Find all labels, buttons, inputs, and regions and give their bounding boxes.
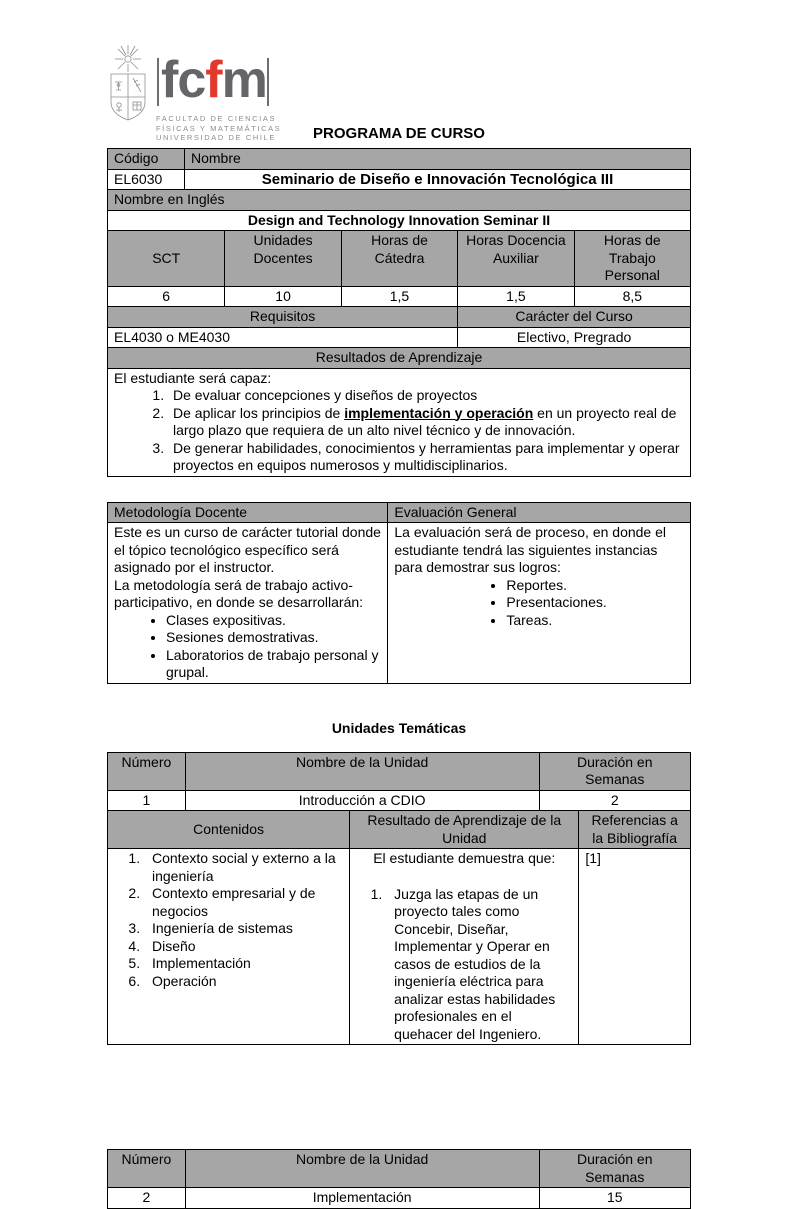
resultados-body: [108, 368, 690, 476]
horas-docencia-header: Horas Docencia Auxiliar: [457, 230, 573, 286]
contenido-item: 1. Contexto social y externo a la ingeniería: [144, 850, 343, 885]
caracter-value: Electivo, Pregrado: [457, 327, 690, 348]
metodologia-paragraph: La metodología será de trabajo activo-participativo, en donde se desarrollarán:: [114, 576, 364, 610]
wordmark-right-bar: [267, 58, 269, 106]
evaluacion-header: Evaluación General: [387, 503, 690, 523]
unidades-docentes-header: Unidades Docentes: [224, 230, 340, 286]
metodologia-paragraph: Este es un curso de carácter tutorial donde el tópico tecnológico específico será asignado por el instructor.: [114, 524, 381, 575]
course-info-table: [107, 148, 691, 477]
fcfm-wordmark: [156, 44, 281, 143]
methodology-evaluation-table: [107, 502, 691, 684]
metodologia-item: • Laboratorios de trabajo personal y grupal.: [166, 647, 381, 682]
faculty-line: FACULTAD DE CIENCIAS: [156, 114, 277, 123]
faculty-line: FÍSICAS Y MATEMÁTICAS: [156, 123, 282, 133]
nombre-unidad-header: Nombre de la Unidad: [185, 1150, 539, 1187]
table-row: [108, 210, 690, 231]
wordmark-letter-accent: f: [205, 51, 220, 109]
evaluacion-body: [387, 522, 690, 683]
unidad-2-table: [107, 1149, 691, 1209]
numero-header: Número: [108, 1150, 185, 1187]
table-row: [108, 810, 690, 848]
duracion-header: Duración en Semanas: [539, 1150, 690, 1187]
numero-value: 1: [108, 790, 185, 811]
sct-header: SCT: [108, 230, 224, 286]
item-text: en un proyecto real de largo plazo que requiera de un alto nivel técnico y de innovación.: [173, 404, 677, 438]
table-row: [108, 286, 690, 307]
resultado-item: [168, 440, 684, 475]
horas-trabajo-header: Horas de Trabajo Personal: [574, 230, 690, 286]
university-crest-icon: [107, 44, 149, 130]
contenidos-list: [114, 850, 343, 990]
duracion-header: Duración en Semanas: [539, 753, 690, 790]
numero-header: Número: [108, 753, 185, 790]
resultados-list: [114, 387, 684, 475]
table-row: [108, 327, 690, 348]
table-row: [108, 347, 690, 368]
faculty-line: UNIVERSIDAD DE CHILE: [156, 133, 276, 142]
numero-value: 2: [108, 1187, 185, 1208]
table-row: [108, 189, 690, 210]
wordmark-letter: m: [221, 51, 265, 109]
table-row: [108, 848, 690, 1044]
referencias-value: [1]: [578, 848, 690, 1044]
caracter-header: Carácter del Curso: [457, 306, 690, 327]
metodologia-item: • Sesiones demostrativas.: [166, 629, 381, 647]
resultado-unidad-header: Resultado de Aprendizaje de la Unidad: [349, 810, 578, 848]
codigo-value: EL6030: [108, 169, 184, 190]
unidades-docentes-value: 10: [224, 286, 340, 307]
requisitos-header: Requisitos: [108, 306, 457, 327]
requisitos-value: EL4030 o ME4030: [108, 327, 457, 348]
contenidos-body: [108, 848, 349, 1044]
metodologia-list: [114, 612, 381, 682]
item-text: De aplicar los principios de: [173, 404, 345, 421]
horas-catedra-header: Horas de Cátedra: [341, 230, 457, 286]
contenido-item: 3. Ingeniería de sistemas: [144, 920, 343, 938]
course-name: Seminario de Diseño e Innovación Tecnológica III: [184, 169, 690, 190]
table-row: [108, 790, 690, 811]
resultados-intro: El estudiante será capaz:: [114, 369, 272, 386]
table-row: [108, 1187, 690, 1208]
metodologia-item: • Clases expositivas.: [166, 612, 381, 630]
resultado-unidad-body: [349, 848, 578, 1044]
duracion-value: 15: [539, 1187, 690, 1208]
table-row: [108, 306, 690, 327]
sct-value: 6: [108, 286, 224, 307]
evaluacion-item: • Tareas.: [506, 612, 684, 630]
nombre-header: Nombre: [184, 149, 690, 169]
evaluacion-intro: La evaluación será de proceso, en donde el estudiante tendrá las siguientes instancias para demostrar sus logros:: [394, 524, 666, 575]
unidad-1-table: [107, 752, 691, 1046]
horas-catedra-value: 1,5: [341, 286, 457, 307]
contenidos-header: Contenidos: [108, 810, 349, 848]
resultados-header: Resultados de Aprendizaje: [108, 347, 690, 368]
evaluacion-item: • Reportes.: [506, 577, 684, 595]
codigo-header: Código: [108, 149, 184, 169]
resultado-unidad-intro: El estudiante demuestra que:: [373, 850, 556, 866]
contenido-item: 2. Contexto empresarial y de negocios: [144, 885, 343, 920]
page-title: PROGRAMA DE CURSO: [313, 125, 485, 142]
contenido-item: 6. Operación: [144, 973, 343, 991]
wordmark-letter: f: [161, 51, 176, 109]
duracion-value: 2: [539, 790, 690, 811]
table-row: [108, 522, 690, 683]
metodologia-header: Metodología Docente: [108, 503, 387, 523]
resultado-unidad-item: 1. Juzga las etapas de un proyecto tales como Concebir, Diseñar, Implementar y Operar en casos de estudios de la ingeniería eléctrica para analizar estas habilidades profesionales en el quehacer del Ingeniero.: [386, 886, 572, 1044]
nombre-ingles-header: Nombre en Inglés: [108, 189, 690, 210]
resultado-item: [168, 387, 684, 405]
nombre-unidad-header: Nombre de la Unidad: [185, 753, 539, 790]
wordmark-letter: c: [177, 51, 204, 109]
item-text: De evaluar concepciones y diseños de proyectos: [173, 387, 478, 403]
table-row: [108, 1150, 690, 1187]
table-row: [108, 169, 690, 190]
item-text: De generar habilidades, conocimientos y herramientas para implementar y operar proyectos en equipos numerosos y multidisciplinarios.: [173, 439, 680, 473]
metodologia-body: [108, 522, 387, 683]
faculty-name: [156, 114, 281, 143]
document-page: [107, 0, 691, 1209]
course-name-english: Design and Technology Innovation Seminar II: [108, 210, 690, 231]
horas-trabajo-value: 8,5: [574, 286, 690, 307]
resultado-unidad-list: [356, 886, 572, 1044]
section-title-unidades: Unidades Temáticas: [331, 719, 467, 736]
table-row: [108, 753, 690, 790]
referencias-header: Referencias a la Bibliografía: [578, 810, 690, 848]
table-row: [108, 230, 690, 286]
horas-docencia-value: 1,5: [457, 286, 573, 307]
table-row: [108, 149, 690, 169]
table-row: [108, 503, 690, 523]
nombre-unidad-value: Introducción a CDIO: [185, 790, 539, 811]
item-emphasis: implementación y operación: [344, 404, 534, 421]
resultado-item: [168, 405, 684, 440]
evaluacion-item: • Presentaciones.: [506, 594, 684, 612]
evaluacion-list: [394, 577, 684, 630]
wordmark-left-bar: [157, 58, 159, 106]
contenido-item: 5. Implementación: [144, 955, 343, 973]
nombre-unidad-value: Implementación: [185, 1187, 539, 1208]
table-row: [108, 368, 690, 476]
contenido-item: 4. Diseño: [144, 938, 343, 956]
